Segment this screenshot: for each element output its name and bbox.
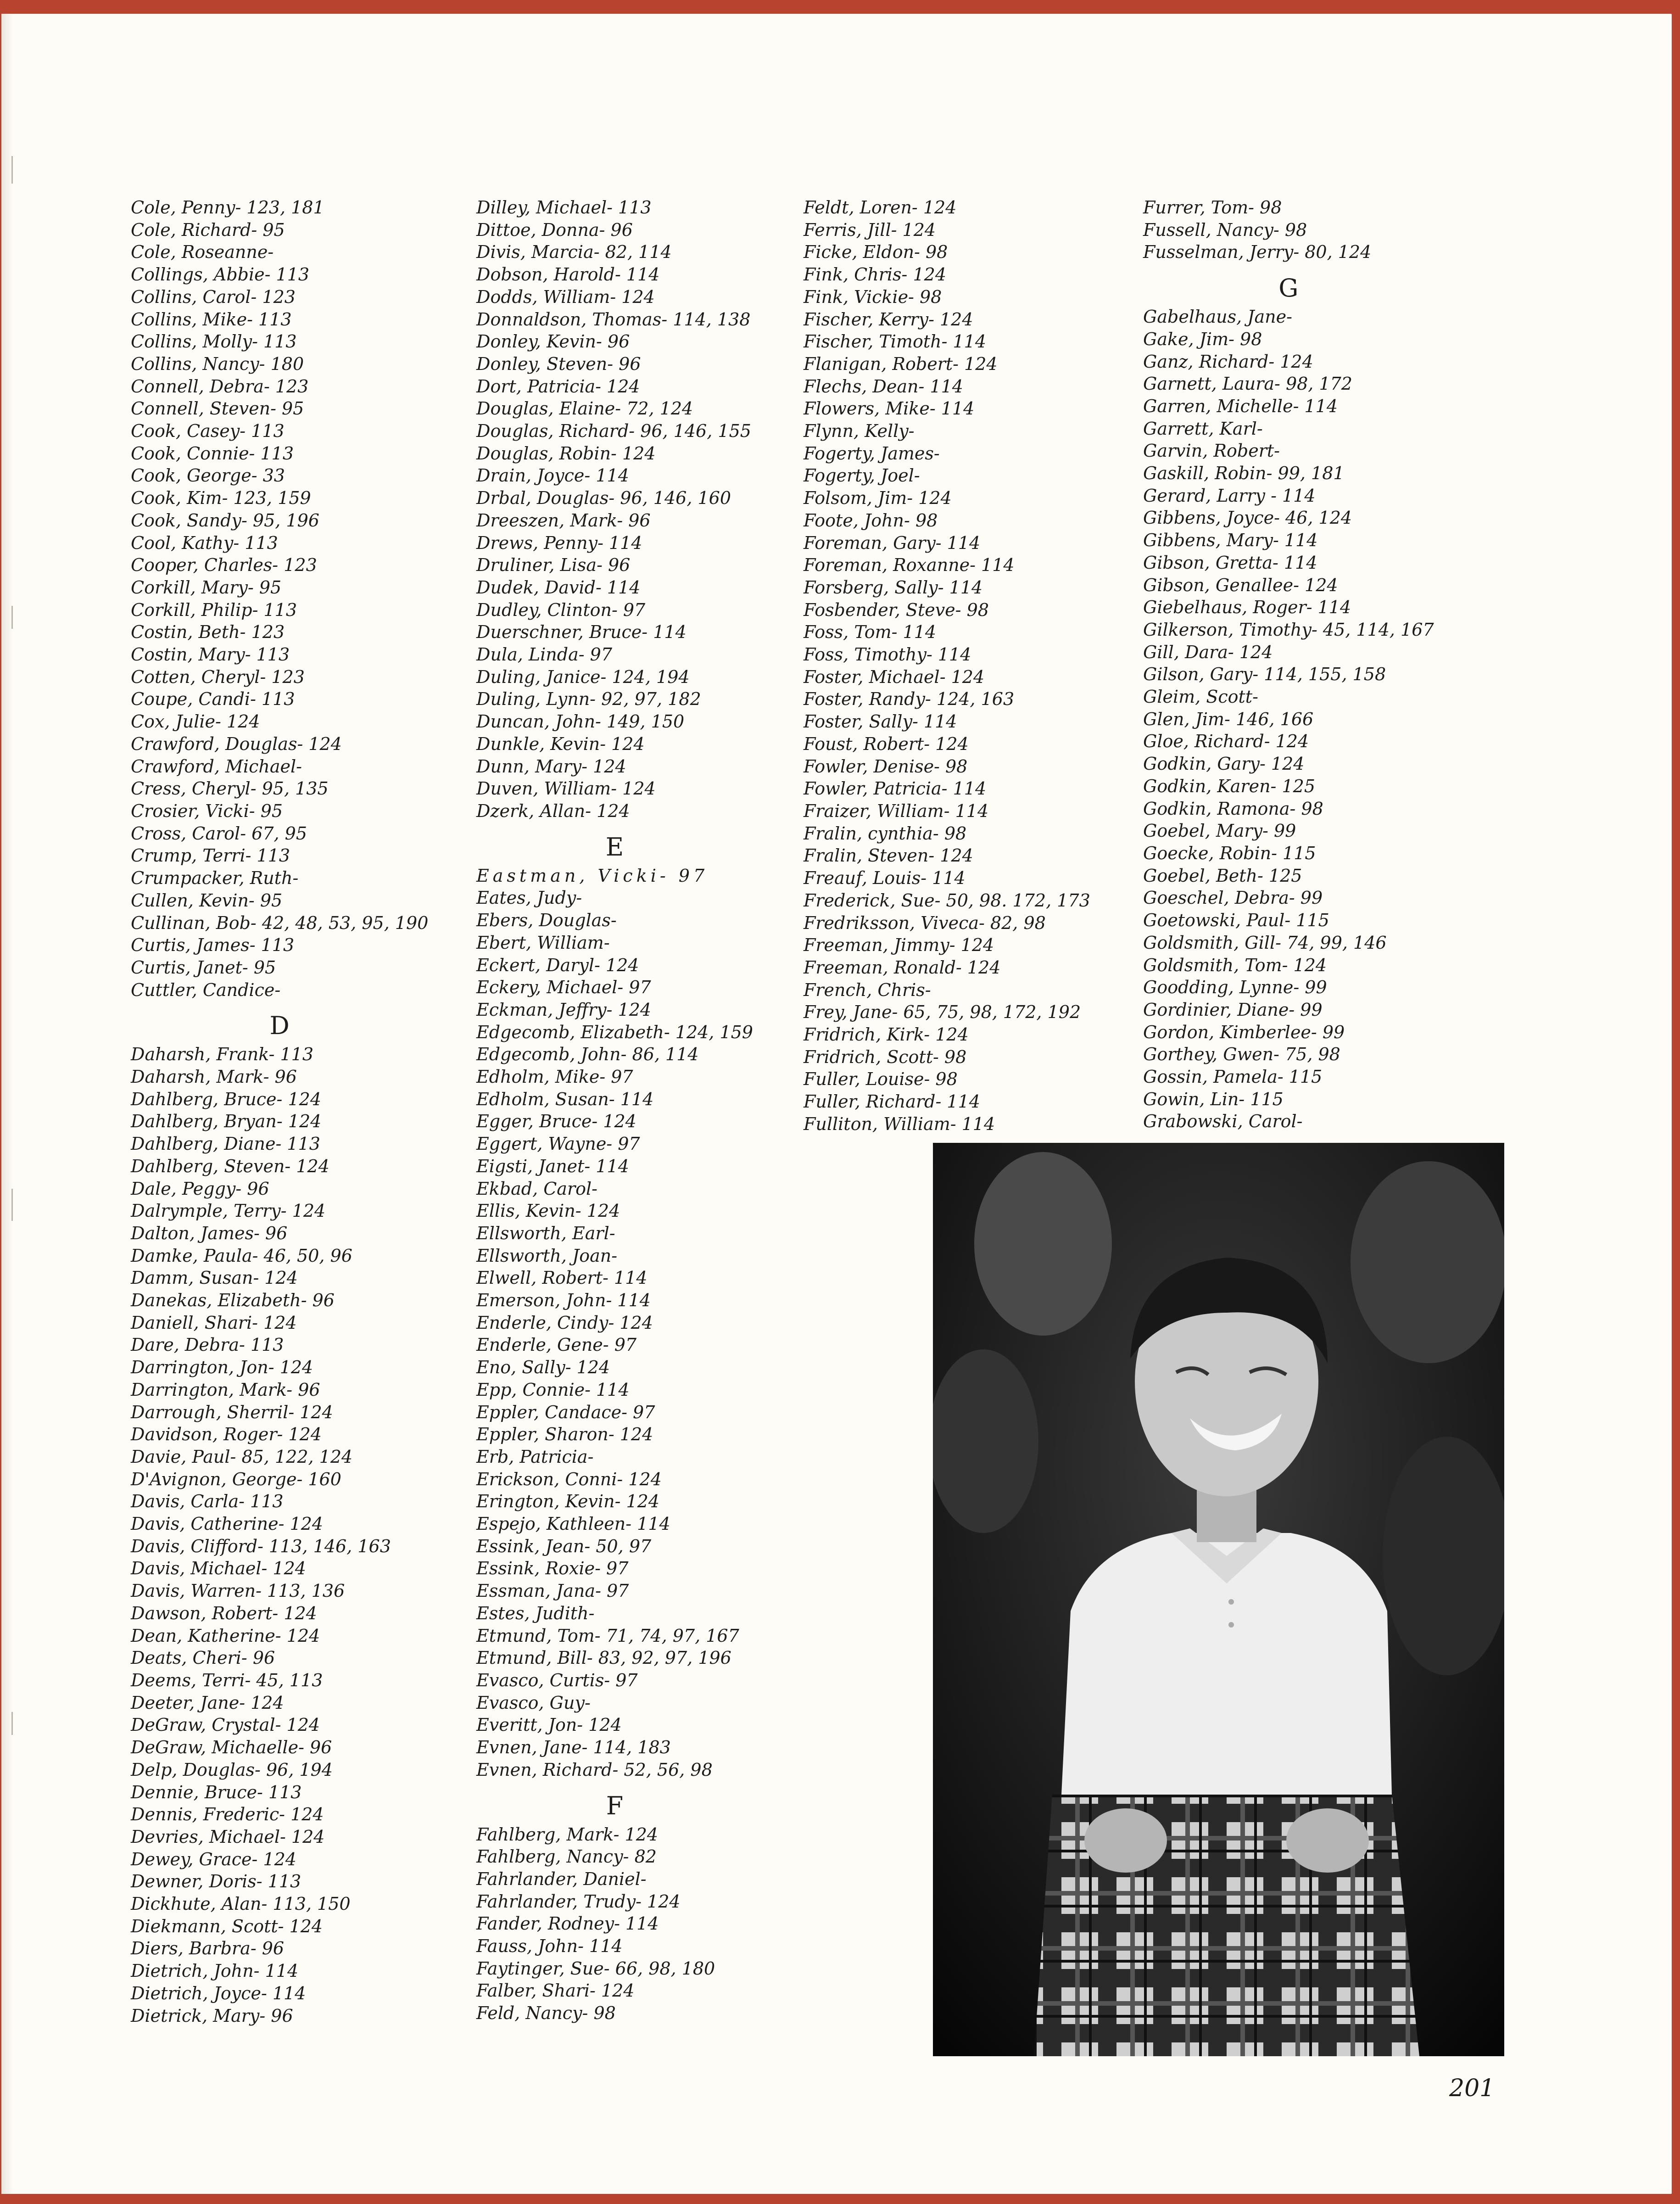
- index-entry: Flechs, Dean- 114: [804, 376, 963, 397]
- index-entry: Gloe, Richard- 124: [1143, 731, 1309, 752]
- index-column-3: [804, 196, 1090, 1136]
- index-entry: Dzerk, Allan- 124: [476, 800, 630, 821]
- index-entry: Duven, William- 124: [476, 778, 656, 799]
- index-entry: Dewey, Grace- 124: [131, 1849, 296, 1869]
- index-entry: Duling, Lynn- 92, 97, 182: [476, 689, 701, 710]
- index-entry: Epp, Connie- 114: [476, 1379, 630, 1400]
- index-entry: Elwell, Robert- 114: [476, 1268, 647, 1288]
- index-entry: DeGraw, Crystal- 124: [131, 1715, 320, 1735]
- index-entry: Garrett, Karl-: [1143, 418, 1263, 439]
- index-entry: Eckert, Daryl- 124: [476, 955, 639, 975]
- index-entry: French, Chris-: [804, 979, 931, 1000]
- index-entry: Dunkle, Kevin- 124: [476, 733, 645, 754]
- index-entry: Dula, Linda- 97: [476, 644, 613, 665]
- index-entry: Fink, Chris- 124: [804, 264, 946, 285]
- index-entry: Darrington, Jon- 124: [131, 1357, 313, 1378]
- index-entry: Dietrich, John- 114: [131, 1961, 299, 1981]
- index-entry: Cuttler, Candice-: [131, 979, 281, 1000]
- index-entry: Gibson, Gretta- 114: [1143, 552, 1317, 573]
- index-entry: Evnen, Richard- 52, 56, 98: [476, 1759, 713, 1780]
- index-entry: Donley, Kevin- 96: [476, 331, 630, 352]
- index-entry: Evnen, Jane- 114, 183: [476, 1737, 671, 1758]
- index-entry: Feld, Nancy- 98: [476, 2003, 616, 2024]
- index-entry: Goodding, Lynne- 99: [1143, 977, 1327, 998]
- index-entry: Dobson, Harold- 114: [476, 264, 660, 285]
- index-entry: Freeman, Jimmy- 124: [804, 935, 994, 956]
- index-entry: Dahlberg, Bruce- 124: [131, 1089, 321, 1109]
- index-entry: Fischer, Timoth- 114: [804, 331, 987, 352]
- index-entry: Foster, Sally- 114: [804, 711, 957, 732]
- index-entry: Gabelhaus, Jane-: [1143, 307, 1292, 327]
- index-entry: Daharsh, Mark- 96: [131, 1067, 297, 1087]
- index-entry: Foust, Robert- 124: [804, 733, 969, 754]
- index-entry: Ebers, Douglas-: [476, 910, 617, 931]
- index-entry: Donley, Steven- 96: [476, 353, 641, 374]
- index-entry: Davis, Michael- 124: [131, 1558, 306, 1579]
- index-entry: Darrington, Mark- 96: [131, 1379, 320, 1400]
- index-entry: Emerson, John- 114: [476, 1290, 651, 1311]
- index-entry: Deats, Cheri- 96: [131, 1648, 275, 1668]
- index-entry: Curtis, James- 113: [131, 935, 295, 956]
- index-entry: Ellsworth, Earl-: [476, 1223, 615, 1243]
- index-entry: D'Avignon, George- 160: [131, 1469, 341, 1489]
- index-entry: Connell, Debra- 123: [131, 376, 309, 397]
- index-entry: Foss, Tom- 114: [804, 622, 937, 643]
- index-entry: Garren, Michelle- 114: [1143, 396, 1338, 416]
- index-entry: Fralin, Steven- 124: [804, 845, 973, 866]
- index-entry: Fussell, Nancy- 98: [1143, 219, 1307, 240]
- index-entry: Cook, Sandy- 95, 196: [131, 510, 319, 531]
- index-entry: Gibbens, Mary- 114: [1143, 530, 1318, 551]
- index-entry: Fowler, Denise- 98: [804, 756, 968, 777]
- index-entry: Evasco, Curtis- 97: [476, 1670, 638, 1690]
- index-entry: Godkin, Ramona- 98: [1143, 798, 1323, 819]
- index-entry: Dean, Katherine- 124: [131, 1625, 320, 1646]
- index-entry: Foss, Timothy- 114: [804, 644, 971, 665]
- index-entry: Freeman, Ronald- 124: [804, 957, 1001, 978]
- index-entry: Fraizer, William- 114: [804, 800, 989, 821]
- index-entry: Dalrymple, Terry- 124: [131, 1201, 326, 1221]
- index-entry: Cole, Penny- 123, 181: [131, 197, 324, 218]
- index-entry: Gowin, Lin- 115: [1143, 1089, 1284, 1109]
- index-entry: Davidson, Roger- 124: [131, 1424, 322, 1445]
- index-entry: Cross, Carol- 67, 95: [131, 823, 307, 844]
- index-entry: Espejo, Kathleen- 114: [476, 1514, 670, 1534]
- index-entry: Dahlberg, Diane- 113: [131, 1134, 320, 1154]
- index-entry: Diers, Barbra- 96: [131, 1938, 285, 1959]
- index-entry: Dietrick, Mary- 96: [131, 2005, 293, 2026]
- index-entry: Eppler, Candace- 97: [476, 1402, 655, 1422]
- index-entry: Delp, Douglas- 96, 194: [131, 1759, 333, 1780]
- index-entry: Gleim, Scott-: [1143, 687, 1258, 707]
- index-entry: Fridrich, Scott- 98: [804, 1046, 967, 1067]
- index-entry: Goetowski, Paul- 115: [1143, 910, 1329, 931]
- index-entry: Essink, Roxie- 97: [476, 1558, 629, 1579]
- index-entry: Flanigan, Robert- 124: [804, 353, 998, 374]
- section-letter: G: [1278, 274, 1299, 303]
- index-entry: Duerschner, Bruce- 114: [476, 622, 687, 643]
- index-entry: Cooper, Charles- 123: [131, 555, 317, 576]
- index-entry: Drbal, Douglas- 96, 146, 160: [476, 488, 731, 509]
- index-entry: Davie, Paul- 85, 122, 124: [131, 1446, 353, 1467]
- index-entry: Essink, Jean- 50, 97: [476, 1536, 652, 1556]
- index-entry: Dawson, Robert- 124: [131, 1603, 317, 1623]
- index-entry: Fowler, Patricia- 114: [804, 778, 987, 799]
- index-column-1: [131, 196, 428, 2027]
- index-entry: Deems, Terri- 45, 113: [131, 1670, 323, 1690]
- index-entry: Dalton, James- 96: [131, 1223, 288, 1243]
- index-entry: Gilkerson, Timothy- 45, 114, 167: [1143, 619, 1434, 640]
- index-entry: Cullinan, Bob- 42, 48, 53, 95, 190: [131, 912, 429, 933]
- index-entry: Goldsmith, Gill- 74, 99, 146: [1143, 932, 1387, 953]
- index-entry: Forsberg, Sally- 114: [804, 577, 983, 598]
- index-entry: Darrough, Sherril- 124: [131, 1402, 333, 1422]
- index-entry: Fogerty, Joel-: [804, 465, 920, 486]
- index-entry: Foster, Michael- 124: [804, 666, 985, 687]
- index-entry: Cook, George- 33: [131, 465, 285, 486]
- index-entry: Dahlberg, Steven- 124: [131, 1156, 329, 1176]
- index-entry: Divis, Marcia- 82, 114: [476, 242, 672, 263]
- index-entry: Crosier, Vicki- 95: [131, 800, 283, 821]
- index-entry: Cook, Connie- 113: [131, 443, 294, 464]
- index-entry: Cox, Julie- 124: [131, 711, 260, 732]
- index-entry: Douglas, Richard- 96, 146, 155: [476, 421, 751, 442]
- index-entry: Dennis, Frederic- 124: [131, 1804, 324, 1825]
- index-column-4: [1143, 196, 1434, 1133]
- index-entry: Eppler, Sharon- 124: [476, 1424, 653, 1445]
- index-entry: Dennie, Bruce- 113: [131, 1782, 302, 1802]
- index-entry: Fredriksson, Viveca- 82, 98: [804, 912, 1046, 933]
- index-entry: Deeter, Jane- 124: [131, 1692, 284, 1713]
- index-entry: Costin, Beth- 123: [131, 622, 285, 643]
- index-entry: Ganz, Richard- 124: [1143, 351, 1313, 372]
- index-entry: Davis, Catherine- 124: [131, 1514, 324, 1534]
- index-entry: Cook, Kim- 123, 159: [131, 488, 311, 509]
- index-entry: Crump, Terri- 113: [131, 845, 290, 866]
- index-entry: Fridrich, Kirk- 124: [804, 1024, 969, 1045]
- index-entry: Dunn, Mary- 124: [476, 756, 626, 777]
- index-entry: Daniell, Shari- 124: [131, 1312, 297, 1333]
- index-entry: Godkin, Karen- 125: [1143, 776, 1315, 796]
- index-entry: Foster, Randy- 124, 163: [804, 689, 1015, 710]
- index-entry: Danekas, Elizabeth- 96: [131, 1290, 335, 1311]
- index-entry: Devries, Michael- 124: [131, 1826, 325, 1847]
- index-entry: Egger, Bruce- 124: [476, 1111, 636, 1132]
- index-entry: Crumpacker, Ruth-: [131, 868, 299, 889]
- binding-stitch: [11, 156, 13, 184]
- index-entry: Dietrich, Joyce- 114: [131, 1983, 306, 2003]
- index-entry: Fulliton, William- 114: [804, 1113, 995, 1134]
- index-entry: Gill, Dara- 124: [1143, 642, 1273, 662]
- index-entry: Donnaldson, Thomas- 114, 138: [476, 309, 751, 330]
- index-entry: Costin, Mary- 113: [131, 644, 290, 665]
- index-entry: Fahlberg, Mark- 124: [476, 1824, 659, 1845]
- index-entry: Etmund, Bill- 83, 92, 97, 196: [476, 1648, 731, 1668]
- index-entry: Dale, Peggy- 96: [131, 1178, 269, 1199]
- index-entry: Enderle, Gene- 97: [476, 1335, 637, 1355]
- index-entry: Corkill, Mary- 95: [131, 577, 282, 598]
- index-entry: Enderle, Cindy- 124: [476, 1312, 653, 1333]
- index-entry: Erington, Kevin- 124: [476, 1491, 660, 1512]
- index-entry: Dare, Debra- 113: [131, 1335, 284, 1355]
- index-entry: Cotten, Cheryl- 123: [131, 666, 305, 687]
- index-entry: Gossin, Pamela- 115: [1143, 1067, 1323, 1087]
- index-entry: Flowers, Mike- 114: [804, 398, 975, 419]
- index-entry: Folsom, Jim- 124: [804, 488, 952, 509]
- index-entry: Goebel, Mary- 99: [1143, 821, 1296, 841]
- index-entry: Dort, Patricia- 124: [476, 376, 640, 397]
- index-entry: Cress, Cheryl- 95, 135: [131, 778, 329, 799]
- index-entry: Corkill, Philip- 113: [131, 599, 297, 620]
- index-entry: Frederick, Sue- 50, 98. 172, 173: [804, 890, 1090, 911]
- index-entry: Dilley, Michael- 113: [476, 197, 652, 218]
- binding-stitch: [11, 1189, 13, 1221]
- section-letter: D: [269, 1011, 290, 1040]
- candid-photo: [933, 1143, 1504, 2056]
- index-entry: Collins, Molly- 113: [131, 331, 297, 352]
- binding-stitch: [11, 606, 13, 629]
- index-entry: Gaskill, Robin- 99, 181: [1143, 463, 1345, 484]
- index-entry: Goecke, Robin- 115: [1143, 843, 1316, 863]
- index-entry: Gordinier, Diane- 99: [1143, 999, 1323, 1020]
- index-entry: Crawford, Douglas- 124: [131, 733, 342, 754]
- index-entry: Crawford, Michael-: [131, 756, 302, 777]
- index-entry: Daharsh, Frank- 113: [131, 1044, 314, 1065]
- index-entry: Fahlberg, Nancy- 82: [476, 1846, 657, 1867]
- index-entry: Gibson, Genallee- 124: [1143, 575, 1338, 595]
- index-entry: Fuller, Richard- 114: [804, 1091, 980, 1112]
- index-entry: Dreeszen, Mark- 96: [476, 510, 651, 531]
- index-entry: Druliner, Lisa- 96: [476, 555, 631, 576]
- index-entry: Douglas, Elaine- 72, 124: [476, 398, 693, 419]
- index-entry: Fuller, Louise- 98: [804, 1069, 958, 1090]
- index-entry: Collins, Carol- 123: [131, 286, 296, 307]
- index-entry: Diekmann, Scott- 124: [131, 1916, 323, 1936]
- index-entry: Davis, Carla- 113: [131, 1491, 284, 1512]
- index-entry: Eckery, Michael- 97: [476, 977, 651, 998]
- index-entry: Edholm, Susan- 114: [476, 1089, 654, 1109]
- index-entry: Douglas, Robin- 124: [476, 443, 656, 464]
- index-entry: Fischer, Kerry- 124: [804, 309, 973, 330]
- index-entry: Fusselman, Jerry- 80, 124: [1143, 242, 1372, 263]
- index-entry: Fralin, cynthia- 98: [804, 823, 967, 844]
- index-entry: Damke, Paula- 46, 50, 96: [131, 1245, 352, 1266]
- index-entry: Furrer, Tom- 98: [1143, 197, 1282, 218]
- index-entry: Flynn, Kelly-: [804, 421, 915, 442]
- index-entry: Gordon, Kimberlee- 99: [1143, 1022, 1345, 1042]
- index-entry: Curtis, Janet- 95: [131, 957, 276, 978]
- index-entry: Frey, Jane- 65, 75, 98, 172, 192: [804, 1002, 1081, 1023]
- index-entry: Collins, Nancy- 180: [131, 353, 304, 374]
- index-entry: Godkin, Gary- 124: [1143, 754, 1305, 774]
- index-entry: Ellsworth, Joan-: [476, 1245, 618, 1266]
- index-entry: Cole, Roseanne-: [131, 242, 274, 263]
- index-entry: Collins, Mike- 113: [131, 309, 292, 330]
- index-entry: Giebelhaus, Roger- 114: [1143, 597, 1351, 618]
- index-entry: Ficke, Eldon- 98: [804, 242, 948, 263]
- index-entry: Foreman, Gary- 114: [804, 532, 981, 553]
- index-entry: Dudley, Clinton- 97: [476, 599, 646, 620]
- index-entry: Gorthey, Gwen- 75, 98: [1143, 1044, 1340, 1065]
- index-entry: Feldt, Loren- 124: [804, 197, 957, 218]
- section-letter: F: [606, 1791, 624, 1820]
- index-entry: Duling, Janice- 124, 194: [476, 666, 690, 687]
- index-entry: Gake, Jim- 98: [1143, 329, 1262, 349]
- page-number: 201: [1449, 2075, 1495, 2102]
- index-entry: Everitt, Jon- 124: [476, 1715, 622, 1735]
- index-entry: Fahrlander, Trudy- 124: [476, 1891, 681, 1912]
- index-entry: Garnett, Laura- 98, 172: [1143, 374, 1352, 394]
- index-entry: Faytinger, Sue- 66, 98, 180: [476, 1958, 715, 1979]
- index-entry: Dewner, Doris- 113: [131, 1871, 301, 1892]
- index-entry: Edgecomb, Elizabeth- 124, 159: [476, 1022, 753, 1042]
- index-entry: Dahlberg, Bryan- 124: [131, 1111, 322, 1132]
- index-entry: Edgecomb, John- 86, 114: [476, 1044, 699, 1065]
- index-entry: Goeschel, Debra- 99: [1143, 888, 1323, 908]
- index-entry: Gibbens, Joyce- 46, 124: [1143, 508, 1352, 528]
- index-entry: Davis, Clifford- 113, 146, 163: [131, 1536, 391, 1556]
- index-entry: Etmund, Tom- 71, 74, 97, 167: [476, 1625, 739, 1646]
- index-entry: Eno, Sally- 124: [476, 1357, 610, 1378]
- index-entry: Fink, Vickie- 98: [804, 286, 942, 307]
- index-entry: Collings, Abbie- 113: [131, 264, 310, 285]
- index-entry: Davis, Warren- 113, 136: [131, 1581, 345, 1601]
- index-entry: Ellis, Kevin- 124: [476, 1201, 620, 1221]
- index-entry: Cullen, Kevin- 95: [131, 890, 283, 911]
- index-entry: Fander, Rodney- 114: [476, 1913, 659, 1934]
- index-entry: Eckman, Jeffry- 124: [476, 999, 652, 1020]
- index-entry: Goldsmith, Tom- 124: [1143, 955, 1327, 975]
- index-entry: Gerard, Larry - 114: [1143, 485, 1316, 506]
- index-entry: Eigsti, Janet- 114: [476, 1156, 629, 1176]
- index-entry: Fosbender, Steve- 98: [804, 599, 989, 620]
- index-entry: Cook, Casey- 113: [131, 421, 285, 442]
- page-gutter: [1, 14, 13, 2194]
- index-entry: Damm, Susan- 124: [131, 1268, 298, 1288]
- index-entry: Eggert, Wayne- 97: [476, 1134, 640, 1154]
- index-entry: Estes, Judith-: [476, 1603, 595, 1623]
- section-letter: E: [605, 832, 624, 861]
- index-entry: DeGraw, Michaelle- 96: [131, 1737, 332, 1758]
- index-entry: Ferris, Jill- 124: [804, 219, 936, 240]
- binding-stitch: [11, 1712, 13, 1735]
- index-entry: Essman, Jana- 97: [476, 1581, 629, 1601]
- index-entry: Eastman, Vicki- 97: [476, 865, 709, 886]
- index-entry: Grabowski, Carol-: [1143, 1111, 1303, 1132]
- index-entry: Erb, Patricia-: [476, 1446, 594, 1467]
- index-entry: Dudek, David- 114: [476, 577, 641, 598]
- index-entry: Edholm, Mike- 97: [476, 1067, 633, 1087]
- index-entry: Drews, Penny- 114: [476, 532, 642, 553]
- index-entry: Cole, Richard- 95: [131, 219, 285, 240]
- index-entry: Foote, John- 98: [804, 510, 938, 531]
- index-entry: Duncan, John- 149, 150: [476, 711, 685, 732]
- index-entry: Goebel, Beth- 125: [1143, 865, 1302, 886]
- index-entry: Fahrlander, Daniel-: [476, 1868, 647, 1889]
- index-entry: Dodds, William- 124: [476, 286, 655, 307]
- smiling-student-photo: [933, 1143, 1504, 2056]
- index-entry: Foreman, Roxanne- 114: [804, 555, 1015, 576]
- index-entry: Dittoe, Donna- 96: [476, 219, 633, 240]
- index-entry: Connell, Steven- 95: [131, 398, 304, 419]
- index-entry: Evasco, Guy-: [476, 1692, 591, 1713]
- index-column-2: [476, 196, 753, 2025]
- index-entry: Fogerty, James-: [804, 443, 940, 464]
- index-entry: Falber, Shari- 124: [476, 1980, 635, 2001]
- index-entry: Erickson, Conni- 124: [476, 1469, 662, 1489]
- index-entry: Ekbad, Carol-: [476, 1178, 597, 1199]
- index-entry: Glen, Jim- 146, 166: [1143, 709, 1314, 729]
- index-entry: Coupe, Candi- 113: [131, 689, 295, 710]
- yearbook-page: [1, 14, 1672, 2194]
- index-entry: Ebert, William-: [476, 932, 610, 953]
- index-entry: Eates, Judy-: [476, 888, 582, 908]
- index-entry: Freauf, Louis- 114: [804, 868, 966, 889]
- index-entry: Gilson, Gary- 114, 155, 158: [1143, 664, 1386, 685]
- index-entry: Dickhute, Alan- 113, 150: [131, 1894, 351, 1914]
- index-entry: Fauss, John- 114: [476, 1936, 623, 1957]
- index-entry: Drain, Joyce- 114: [476, 465, 629, 486]
- index-entry: Garvin, Robert-: [1143, 441, 1280, 461]
- index-entry: Cool, Kathy- 113: [131, 532, 278, 553]
